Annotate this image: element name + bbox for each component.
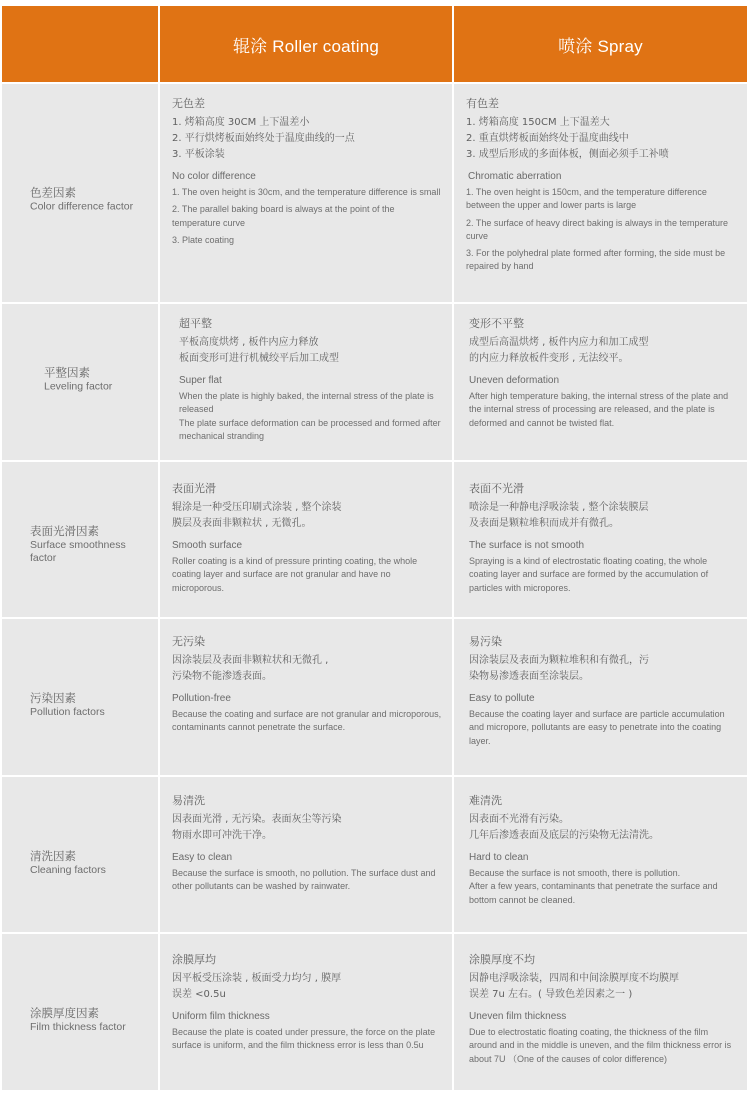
spray-cell	[454, 934, 747, 1090]
row-label-en: Film thickness factor	[30, 1020, 126, 1033]
roller-zh-line: 2. 平行烘烤板面始终处于温度曲线的一点	[172, 133, 355, 144]
header-spray-title: 喷涂 Spray	[558, 36, 643, 56]
roller-zh-line: 1. 烤箱高度 30CM 上下温差小	[172, 117, 310, 128]
row-label-zh: 平整因素	[44, 365, 90, 380]
row-label-en: Surface smoothness factor	[30, 538, 126, 564]
spray-en-title: Easy to pollute	[469, 693, 535, 704]
table-row-color-difference	[2, 84, 747, 302]
roller-cell	[160, 934, 452, 1090]
spray-zh-title: 涂膜厚度不均	[469, 953, 535, 966]
spray-en-title: The surface is not smooth	[469, 540, 585, 551]
roller-zh-line: 平板高度烘烤 , 板件内应力释放	[179, 337, 319, 348]
spray-zh-line: 1. 烤箱高度 150CM 上下温差大	[466, 117, 610, 128]
row-label-zh: 表面光滑因素	[30, 523, 99, 538]
roller-en-line: The plate surface deformation can be processed and formed after mechanical stranding	[179, 417, 441, 441]
roller-cell	[160, 619, 452, 775]
spray-zh-line: 几年后渗透表面及底层的污染物无法清洗。	[469, 830, 659, 841]
roller-cell	[160, 84, 452, 302]
roller-cell	[160, 777, 452, 932]
spray-en-line: Because the coating layer and surface are particle accumulation and micropore, pollutants are easy to penetrate into the coating layer.	[469, 709, 725, 746]
spray-zh-line: 2. 重直烘烤板面始终处于温度曲线中	[466, 133, 629, 144]
spray-zh-line: 成型后高温烘烤 , 板件内应力和加工成型	[469, 337, 649, 348]
spray-en-line: Spraying is a kind of electrostatic floating coating, the whole coating layer and surface are formed by the accumulation of particles with micropores.	[469, 556, 709, 593]
row-label-zh: 清洗因素	[30, 848, 76, 863]
spray-zh-line: 因涂装层及表面为颗粒堆积和有微孔，污	[469, 655, 649, 666]
spray-zh-line: 喷涂是一种静电浮吸涂装 , 整个涂装膜层	[469, 502, 649, 513]
roller-zh-line: 误差 <0.5u	[172, 989, 226, 1000]
roller-zh-line: 因表面光滑 , 无污染。表面灰尘等污染	[172, 814, 342, 825]
roller-en-line: Because the surface is smooth, no pollution. The surface dust and other pollutants can be washed by rainwater.	[172, 868, 436, 892]
roller-zh-line: 板面变形可进行机械绞平后加工成型	[179, 353, 339, 364]
roller-zh-title: 表面光滑	[172, 482, 216, 495]
table-row-cleaning	[2, 777, 747, 932]
header-spray-cell	[454, 6, 747, 82]
table-row-film-thickness	[2, 934, 747, 1090]
spray-zh-title: 表面不光滑	[469, 482, 524, 495]
spray-cell	[454, 84, 747, 302]
spray-zh-line: 染物易渗透表面至涂装层。	[469, 671, 589, 682]
spray-en-line: 2. The surface of heavy direct baking is always in the temperature curve	[466, 217, 728, 241]
table-header-row	[2, 6, 747, 82]
spray-zh-title: 变形不平整	[469, 317, 524, 330]
spray-en-line: Due to electrostatic floating coating, the thickness of the film around and in the middle is uneven, and the film thickness error is about 7U （One of the causes of color difference)	[469, 1027, 732, 1064]
row-label-cell	[2, 462, 158, 617]
roller-en-line: Because the coating and surface are not granular and microporous, contaminants cannot penetrate the surface.	[172, 709, 442, 733]
roller-en-title: Uniform film thickness	[172, 1011, 270, 1022]
spray-zh-line: 3. 成型后形成的多面体板，侧面必须手工补喷	[466, 149, 669, 160]
table-row-surface-smoothness	[2, 462, 747, 617]
spray-zh-line: 及表面是颗粒堆积而成并有微孔。	[469, 518, 619, 529]
roller-zh-title: 涂膜厚均	[172, 953, 216, 966]
spray-zh-line: 因静电浮吸涂装，四周和中间涂膜厚度不均膜厚	[469, 973, 679, 984]
row-label-cell	[2, 777, 158, 932]
roller-zh-line: 辊涂是一种受压印刷式涂装 , 整个涂装	[172, 502, 342, 513]
spray-en-line: 3. For the polyhedral plate formed after forming, the side must be repaired by hand	[466, 248, 726, 272]
row-label-cell	[2, 619, 158, 775]
roller-en-line: Roller coating is a kind of pressure printing coating, the whole coating layer and surface are not granular and have no microporous.	[172, 556, 418, 593]
header-roller-cell	[160, 6, 452, 82]
row-label-cell	[2, 304, 158, 460]
row-label-zh: 色差因素	[30, 185, 76, 200]
roller-cell	[160, 462, 452, 617]
spray-zh-title: 有色差	[466, 97, 499, 110]
spray-en-line: After a few years, contaminants that penetrate the surface and bottom cannot be cleaned.	[469, 881, 718, 905]
roller-zh-line: 物雨水即可冲洗干净。	[172, 830, 272, 841]
row-label-en: Cleaning factors	[30, 863, 106, 876]
roller-en-title: No color difference	[172, 171, 256, 182]
spray-zh-title: 易污染	[469, 635, 502, 648]
roller-en-title: Easy to clean	[172, 852, 233, 863]
row-label-en: Color difference factor	[30, 200, 134, 213]
roller-en-title: Super flat	[179, 375, 222, 386]
spray-zh-line: 误差 7u 左右。( 导致色差因素之一 )	[469, 989, 633, 1000]
roller-en-title: Smooth surface	[172, 540, 243, 551]
roller-en-line: 3. Plate coating	[172, 234, 235, 245]
row-label-cell	[2, 84, 158, 302]
roller-en-line: 1. The oven height is 30cm, and the temperature difference is small	[172, 187, 441, 197]
roller-zh-line: 3. 平板涂装	[172, 149, 225, 160]
spray-zh-line: 的内应力释放板件变形 , 无法绞平。	[469, 353, 629, 364]
spray-cell	[454, 619, 747, 775]
row-label-zh: 涂膜厚度因素	[30, 1005, 99, 1020]
row-label-cell	[2, 934, 158, 1090]
table-row-pollution	[2, 619, 747, 775]
roller-zh-title: 超平整	[179, 317, 212, 330]
spray-cell	[454, 462, 747, 617]
roller-en-line: When the plate is highly baked, the internal stress of the plate is released	[179, 391, 434, 415]
spray-en-title: Uneven film thickness	[469, 1011, 567, 1022]
roller-zh-title: 无色差	[172, 97, 205, 110]
roller-zh-line: 膜层及表面非颗粒状 , 无微孔。	[172, 518, 312, 529]
roller-zh-line: 因平板受压涂装 , 板面受力均匀 , 膜厚	[172, 973, 342, 984]
roller-en-title: Pollution-free	[172, 693, 231, 704]
roller-zh-title: 无污染	[172, 635, 205, 648]
spray-en-title: Hard to clean	[469, 852, 529, 863]
spray-cell	[454, 777, 747, 932]
spray-en-title: Uneven deformation	[469, 375, 560, 386]
roller-zh-line: 污染物不能渗透表面。	[172, 671, 272, 682]
spray-zh-title: 难清洗	[469, 794, 502, 807]
spray-en-line: Because the surface is not smooth, there is pollution.	[469, 868, 681, 878]
spray-en-title: Chromatic aberration	[468, 171, 562, 182]
spray-zh-line: 因表面不光滑有污染。	[469, 814, 569, 825]
roller-zh-line: 因涂装层及表面非颗粒状和无微孔 ,	[172, 655, 329, 666]
spray-en-line: 1. The oven height is 150cm, and the temperature difference between the upper and lower parts is large	[466, 187, 707, 211]
spray-cell	[454, 304, 747, 460]
roller-cell	[160, 304, 452, 460]
row-label-zh: 污染因素	[30, 690, 76, 705]
roller-en-line: 2. The parallel baking board is always at the point of the temperature curve	[172, 204, 395, 228]
spray-en-line: After high temperature baking, the internal stress of the plate and the internal stress of processing are released, and the plate is deformed and cannot be twisted flat.	[469, 391, 729, 428]
header-roller-title: 辊涂 Roller coating	[232, 36, 380, 56]
header-blank-cell	[2, 6, 158, 82]
roller-en-line: Because the plate is coated under pressure, the force on the plate surface is uniform, and the film thickness error is less than 0.5u	[172, 1027, 436, 1051]
table-row-leveling	[2, 304, 747, 460]
row-label-en: Pollution factors	[30, 705, 105, 718]
row-label-en: Leveling factor	[44, 380, 113, 393]
comparison-table	[2, 6, 747, 1092]
roller-zh-title: 易清洗	[172, 794, 205, 807]
